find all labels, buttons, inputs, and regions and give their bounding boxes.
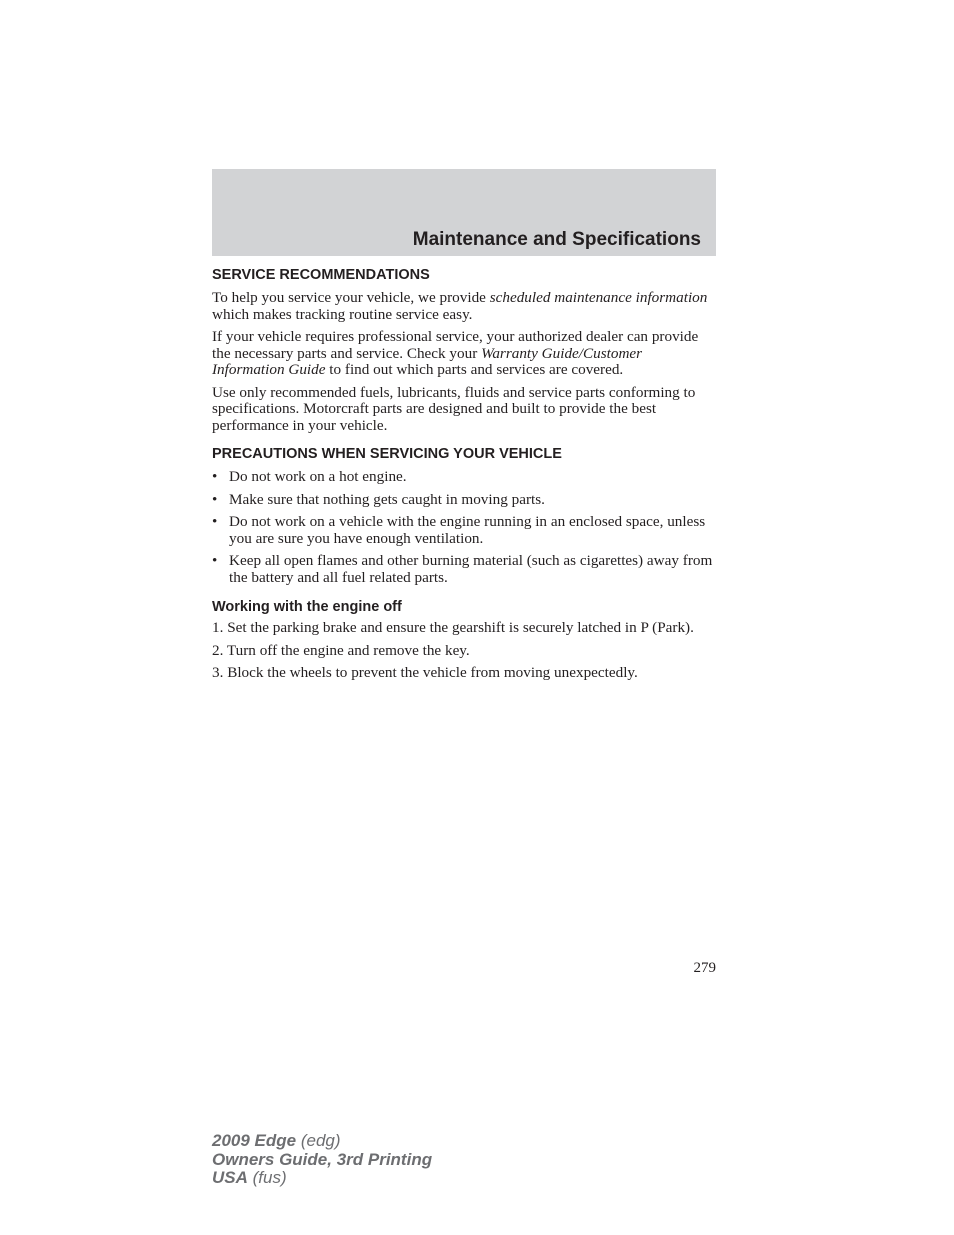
footer-guide-name: Owners Guide, 3rd Printing	[212, 1149, 433, 1169]
paragraph-service-info	[212, 290, 716, 323]
paragraph-text: which makes tracking routine service easy.	[212, 305, 473, 323]
bullet-icon: •	[212, 513, 218, 530]
paragraph-text: If your vehicle requires professional service, your authorized dealer can provide the necessary parts and service. Check your	[212, 328, 699, 362]
bullet-icon: •	[212, 490, 218, 508]
bullet-icon: •	[212, 552, 218, 569]
list-item-text: Make sure that nothing gets caught in moving parts.	[229, 490, 545, 508]
paragraph-text: To help you service your vehicle, we provide	[212, 289, 490, 306]
list-item	[212, 492, 716, 509]
page-number: 279	[693, 960, 716, 976]
list-item-text: Do not work on a hot engine.	[229, 468, 407, 485]
chapter-header-band	[212, 169, 716, 256]
footer-market-name: USA	[212, 1168, 248, 1187]
page-content	[212, 266, 716, 688]
footer-model-name: 2009 Edge	[212, 1131, 297, 1150]
subheading-engine-off: Working with the engine off	[212, 599, 402, 615]
list-item	[212, 469, 716, 486]
chapter-title: Maintenance and Specifications	[412, 229, 701, 250]
list-item	[212, 553, 716, 586]
step-item: 3. Block the wheels to prevent the vehicle from moving unexpectedly.	[212, 664, 638, 681]
step-item: 2. Turn off the engine and remove the key.	[212, 641, 470, 659]
paragraph-professional-service	[212, 329, 716, 379]
engine-off-steps	[212, 620, 716, 682]
paragraph-text: to find out which parts and services are covered.	[325, 361, 624, 378]
italic-reference: Warranty Guide/Customer Information Guide	[212, 344, 643, 378]
list-item	[212, 514, 716, 547]
italic-reference: scheduled maintenance information	[489, 289, 708, 306]
list-item-text: Do not work on a vehicle with the engine running in an enclosed space, unless you are sure you have enough ventilation.	[229, 513, 706, 547]
bullet-icon: •	[212, 468, 218, 485]
footer-model-code: (edg)	[296, 1131, 341, 1150]
footer-market-code: (fus)	[247, 1168, 287, 1187]
paragraph-recommended-parts: Use only recommended fuels, lubricants, fluids and service parts conforming to specifications. Motorcraft parts are designed and built to provide the best performance in your vehicle.	[212, 383, 696, 434]
footer-line-market	[212, 1169, 432, 1188]
section-heading-service-recommendations: SERVICE RECOMMENDATIONS	[212, 267, 430, 283]
list-item-text: Keep all open flames and other burning material (such as cigarettes) away from the battery and all fuel related parts.	[229, 552, 713, 586]
section-heading-precautions: PRECAUTIONS WHEN SERVICING YOUR VEHICLE	[212, 446, 562, 462]
footer-line-model	[212, 1132, 432, 1151]
document-footer	[212, 1132, 432, 1188]
footer-line-guide	[212, 1151, 432, 1170]
step-item: 1. Set the parking brake and ensure the gearshift is securely latched in P (Park).	[212, 619, 694, 636]
precautions-list	[212, 469, 716, 586]
